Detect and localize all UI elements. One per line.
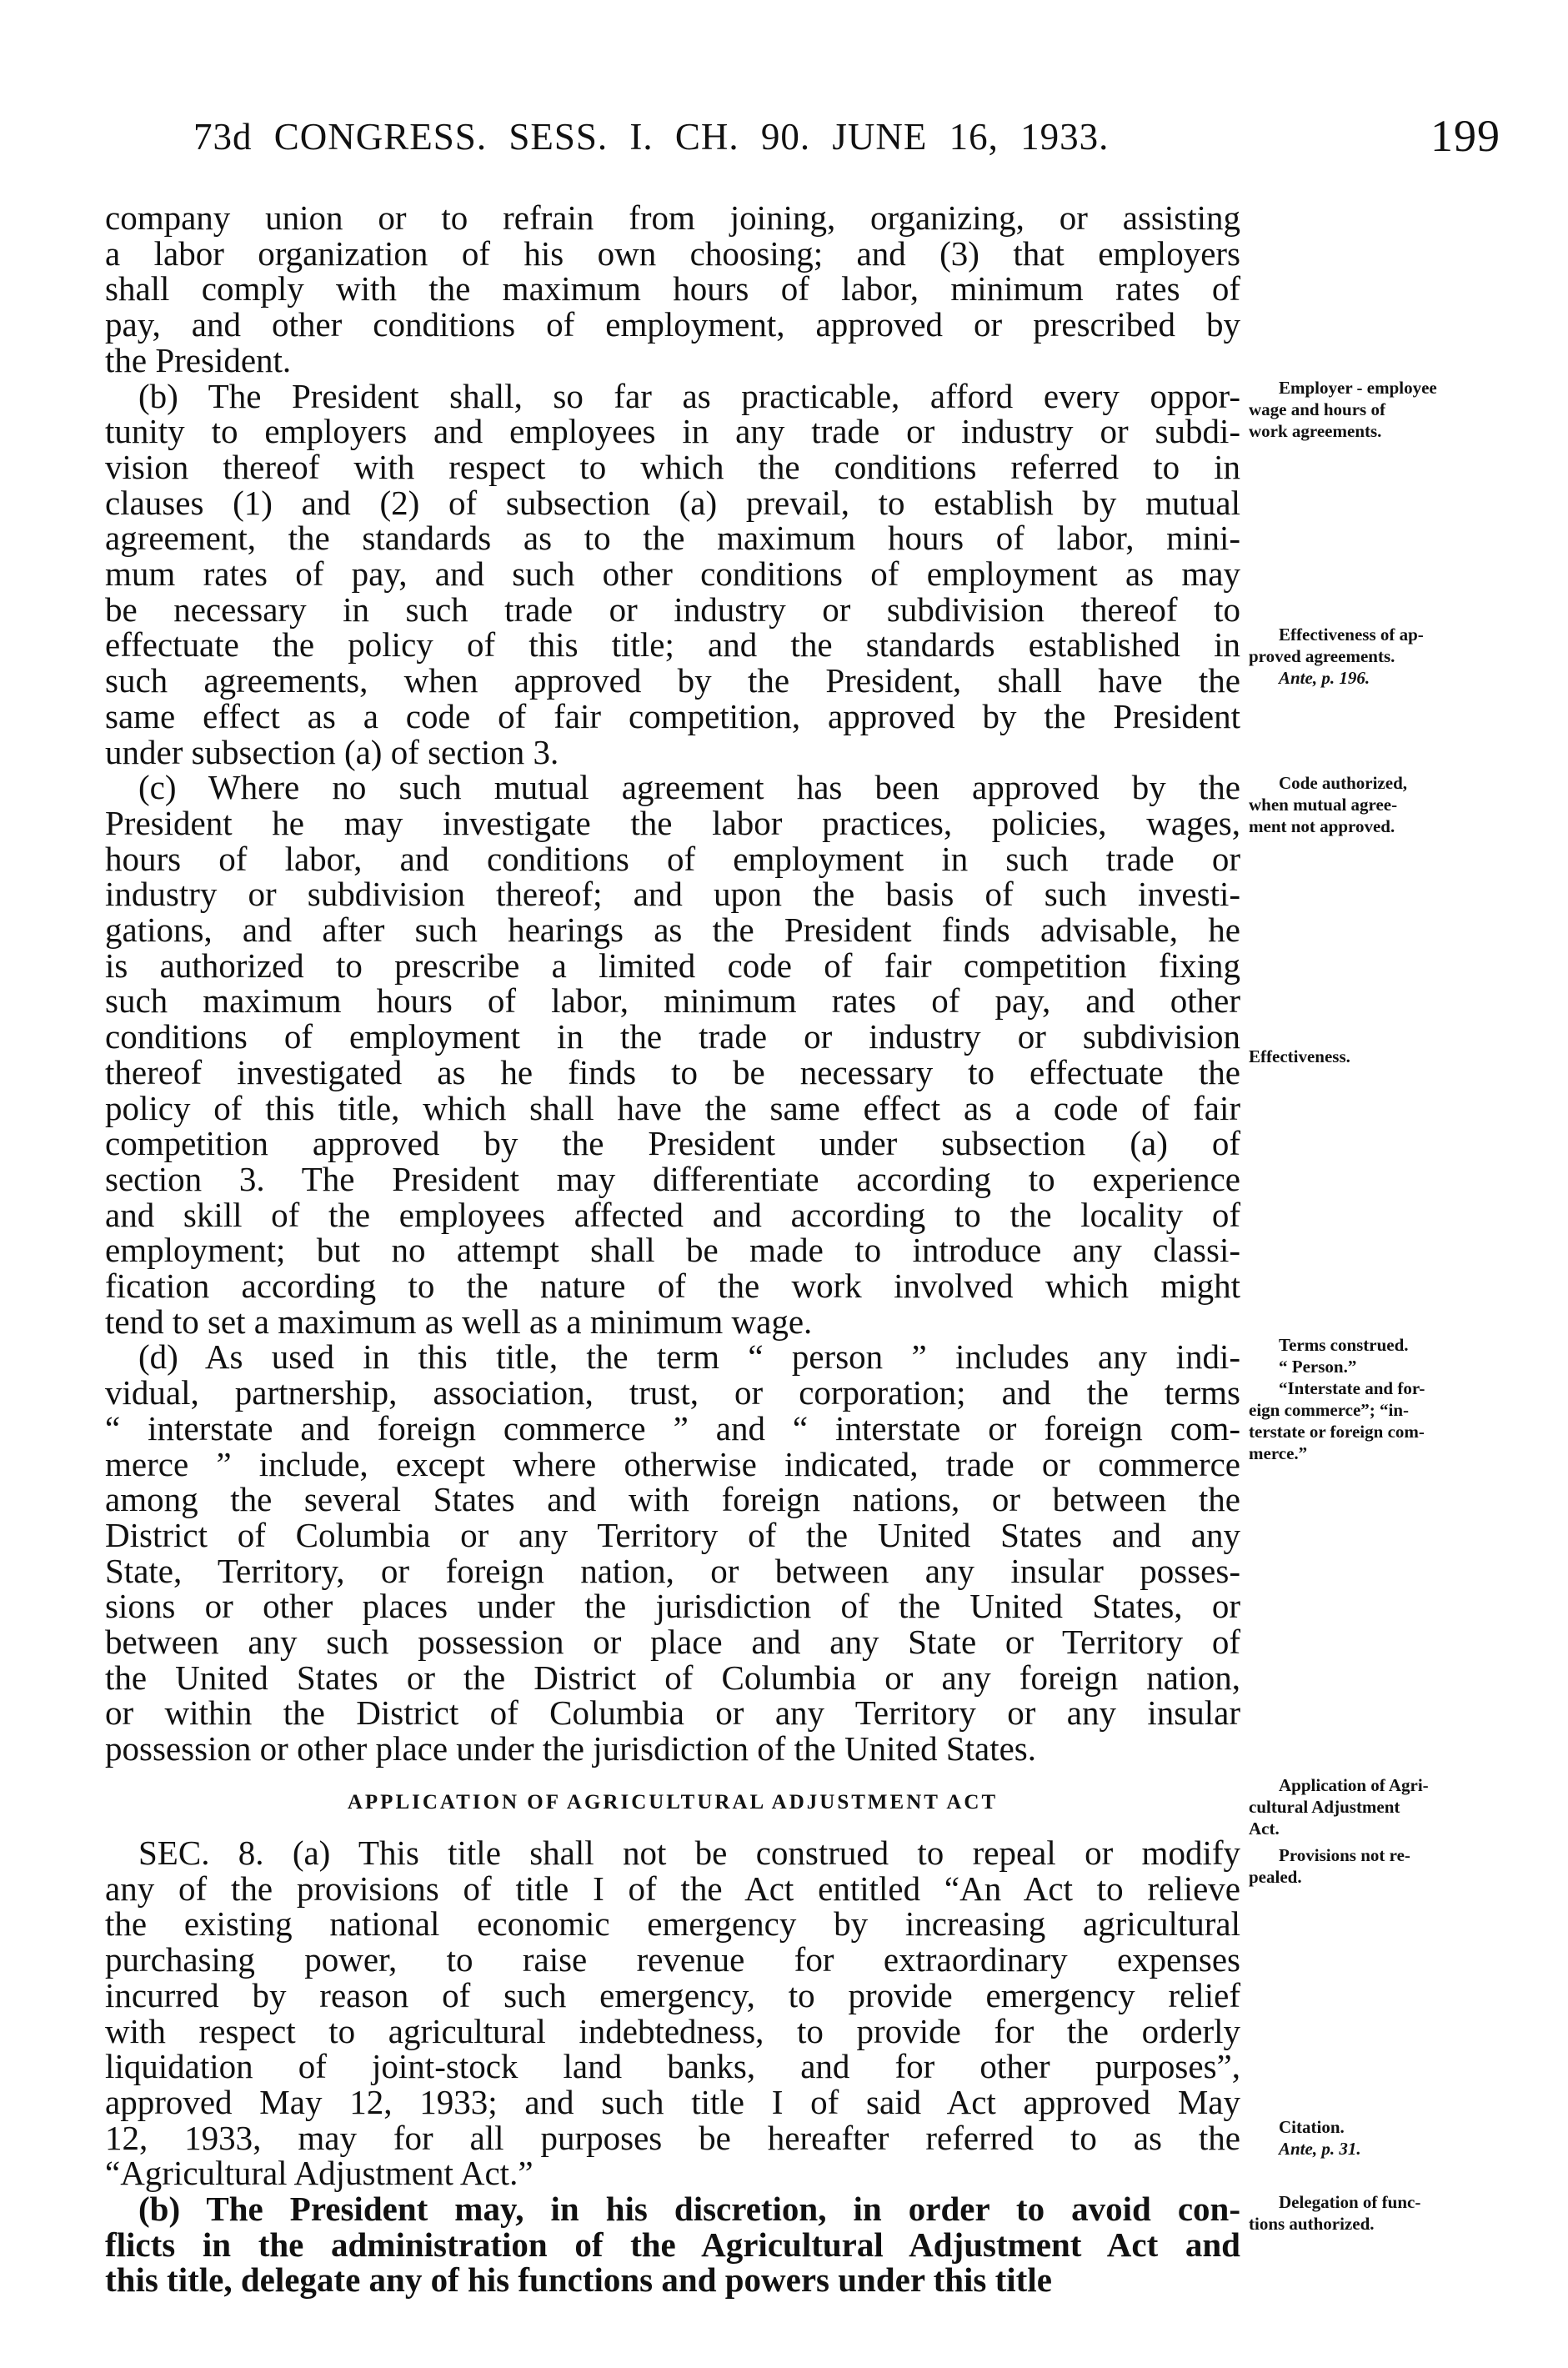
text-line: purchasing power, to raise revenue for extraordinary expenses xyxy=(105,1940,1240,1979)
running-head: 73d CONGRESS. SESS. I. CH. 90. JUNE 16, 1933. xyxy=(193,116,1110,158)
note-citation xyxy=(1249,2138,1509,2160)
text-line: thereof investigated as he finds to be necessary to effectuate the xyxy=(105,1052,1240,1091)
text-line: or within the District of Columbia or any Territory or any insular xyxy=(105,1693,1240,1733)
note-line: Provisions not re- xyxy=(1279,1845,1410,1865)
text-line: with respect to agricultural indebtedness, to provide for the orderly xyxy=(105,2011,1240,2050)
text-line: conditions of employment in the trade or industry or subdivision xyxy=(105,1017,1240,1056)
margin-note-terms-construed xyxy=(1249,1334,1509,1464)
text-line: President he may investigate the labor practices, policies, wages, xyxy=(105,803,1240,842)
text-line: gations, and after such hearings as the President finds advisable, he xyxy=(105,911,1240,949)
text-line: effectuate the policy of this title; and the standards established in xyxy=(105,625,1240,665)
text-line: flicts in the administration of the Agricultural Adjustment Act and xyxy=(105,2225,1240,2264)
note-line: Delegation of func- xyxy=(1279,2192,1421,2212)
margin-note-code-authorized xyxy=(1249,772,1509,837)
note-line: “Interstate and for- xyxy=(1279,1378,1425,1398)
text-line: the President. xyxy=(105,340,292,379)
margin-note-provisions xyxy=(1249,1844,1509,1888)
text-line: between any such possession or place and any State or Territory of xyxy=(105,1623,1240,1661)
page-number: 199 xyxy=(1430,111,1500,161)
note-line: work agreements. xyxy=(1249,421,1382,441)
note-line: pealed. xyxy=(1249,1867,1302,1887)
text-line: 12, 1933, may for all purposes be hereafter referred to as the xyxy=(105,2118,1240,2157)
margin-note-effectiveness-approved xyxy=(1249,624,1509,689)
text-line: is authorized to prescribe a limited code of fair competition fixing xyxy=(105,946,1240,985)
note-line: eign commerce”; “in- xyxy=(1249,1400,1410,1420)
text-line: any of the provisions of title I of the Act entitled “An Act to relieve xyxy=(105,1869,1240,1908)
text-line: “Agricultural Adjustment Act.” xyxy=(105,2154,534,2193)
text-line: competition approved by the President under subsection (a) of xyxy=(105,1124,1240,1163)
note-line: ment not approved. xyxy=(1249,816,1395,836)
text-line: vidual, partnership, association, trust, or corporation; and the terms xyxy=(105,1373,1240,1412)
text-line: clauses (1) and (2) of subsection (a) prevail, to establish by mutual xyxy=(105,483,1240,522)
text-line: hours of labor, and conditions of employment in such trade or xyxy=(105,839,1240,878)
text-line: (c) Where no such mutual agreement has been approved by the xyxy=(138,768,1240,807)
text-line: (d) As used in this title, the term “ person ” includes any indi- xyxy=(138,1337,1240,1377)
text-line: mum rates of pay, and such other conditions of employment as may xyxy=(105,554,1240,593)
note-line: Effectiveness of ap- xyxy=(1279,625,1424,645)
note-line: Citation. xyxy=(1279,2117,1345,2137)
note-line: Application of Agri- xyxy=(1279,1775,1429,1795)
text-line: same effect as a code of fair competition, approved by the President xyxy=(105,696,1240,735)
text-line: incurred by reason of such emergency, to provide emergency relief xyxy=(105,1975,1240,2014)
note-line: when mutual agree- xyxy=(1249,795,1398,815)
margin-note-employer-employee xyxy=(1249,377,1509,442)
note-citation xyxy=(1249,667,1509,689)
note-line: “ Person.” xyxy=(1279,1357,1357,1377)
text-line: and skill of the employees affected and according to the locality of xyxy=(105,1195,1240,1234)
text-line: District of Columbia or any Territory of the United States and any xyxy=(105,1515,1240,1554)
note-line: Terms construed. xyxy=(1279,1335,1409,1355)
text-line: such agreements, when approved by the President, shall have the xyxy=(105,661,1240,700)
text-line: fication according to the nature of the work involved which might xyxy=(105,1267,1240,1305)
text-line: the existing national economic emergency by increasing agricultural xyxy=(105,1904,1240,1944)
text-line: agreement, the standards as to the maximum hours of labor, mini- xyxy=(105,519,1240,558)
text-line: SEC. 8. (a) This title shall not be construed to repeal or modify xyxy=(138,1834,1240,1872)
text-line: sions or other places under the jurisdiction of the United States, or xyxy=(105,1587,1240,1626)
text-line: this title, delegate any of his functions and powers under this title xyxy=(105,2260,1052,2300)
text-line: tunity to employers and employees in any trade or industry or subdi- xyxy=(105,412,1240,451)
text-line: company union or to refrain from joining, organizing, or assisting xyxy=(105,198,1240,237)
margin-note-application xyxy=(1249,1774,1509,1839)
text-line: under subsection (a) of section 3. xyxy=(105,732,559,771)
text-line: employment; but no attempt shall be made to introduce any classi- xyxy=(105,1231,1240,1270)
note-line: Effectiveness. xyxy=(1249,1046,1350,1066)
text-line: policy of this title, which shall have the same effect as a code of fair xyxy=(105,1088,1240,1127)
text-line: pay, and other conditions of employment, approved or prescribed by xyxy=(105,305,1240,344)
note-line: Code authorized, xyxy=(1279,773,1407,793)
note-line: merce.” xyxy=(1249,1443,1308,1463)
note-line: tions authorized. xyxy=(1249,2214,1375,2234)
text-line: a labor organization of his own choosing; and (3) that employers xyxy=(105,233,1240,273)
margin-note-citation xyxy=(1249,2116,1509,2160)
text-line: among the several States and with foreign nations, or between the xyxy=(105,1480,1240,1519)
note-citation-text: Ante, p. 196. xyxy=(1279,668,1370,688)
text-line: (b) The President shall, so far as practicable, afford every oppor- xyxy=(138,376,1240,415)
text-line: shall comply with the maximum hours of labor, minimum rates of xyxy=(105,269,1240,309)
text-line: (b) The President may, in his discretion, in order to avoid con- xyxy=(138,2190,1240,2228)
margin-note-delegation xyxy=(1249,2191,1509,2235)
text-line: “ interstate and foreign commerce ” and “ interstate or foreign com- xyxy=(105,1408,1240,1447)
note-line: Employer - employee xyxy=(1279,378,1437,398)
text-line: such maximum hours of labor, minimum rates of pay, and other xyxy=(105,981,1240,1021)
text-line: approved May 12, 1933; and such title I of said Act approved May xyxy=(105,2082,1240,2121)
text-line: the United States or the District of Columbia or any foreign nation, xyxy=(105,1658,1240,1697)
text-line: vision thereof with respect to which the conditions referred to in xyxy=(105,447,1240,486)
text-line: tend to set a maximum as well as a minimum wage. xyxy=(105,1302,813,1341)
note-citation-text: Ante, p. 31. xyxy=(1279,2139,1361,2159)
text-line: merce ” include, except where otherwise indicated, trade or commerce xyxy=(105,1444,1240,1483)
note-line: wage and hours of xyxy=(1249,399,1385,419)
text-line: liquidation of joint-stock land banks, and for other purposes”, xyxy=(105,2047,1240,2086)
text-line: be necessary in such trade or industry or subdivision thereof to xyxy=(105,589,1240,629)
note-line: cultural Adjustment xyxy=(1249,1797,1400,1817)
text-line: industry or subdivision thereof; and upon the basis of such investi- xyxy=(105,875,1240,914)
note-line: Act. xyxy=(1249,1819,1280,1839)
text-line: possession or other place under the jurisdiction of the United States. xyxy=(105,1729,1037,1768)
note-line: proved agreements. xyxy=(1249,646,1395,666)
note-line: terstate or foreign com- xyxy=(1249,1422,1425,1442)
section-heading: APPLICATION OF AGRICULTURAL ADJUSTMENT ACT xyxy=(347,1791,999,1814)
text-line: State, Territory, or foreign nation, or between any insular posses- xyxy=(105,1551,1240,1590)
margin-note-effectiveness xyxy=(1249,1046,1509,1067)
text-line: section 3. The President may differentiate according to experience xyxy=(105,1159,1240,1198)
